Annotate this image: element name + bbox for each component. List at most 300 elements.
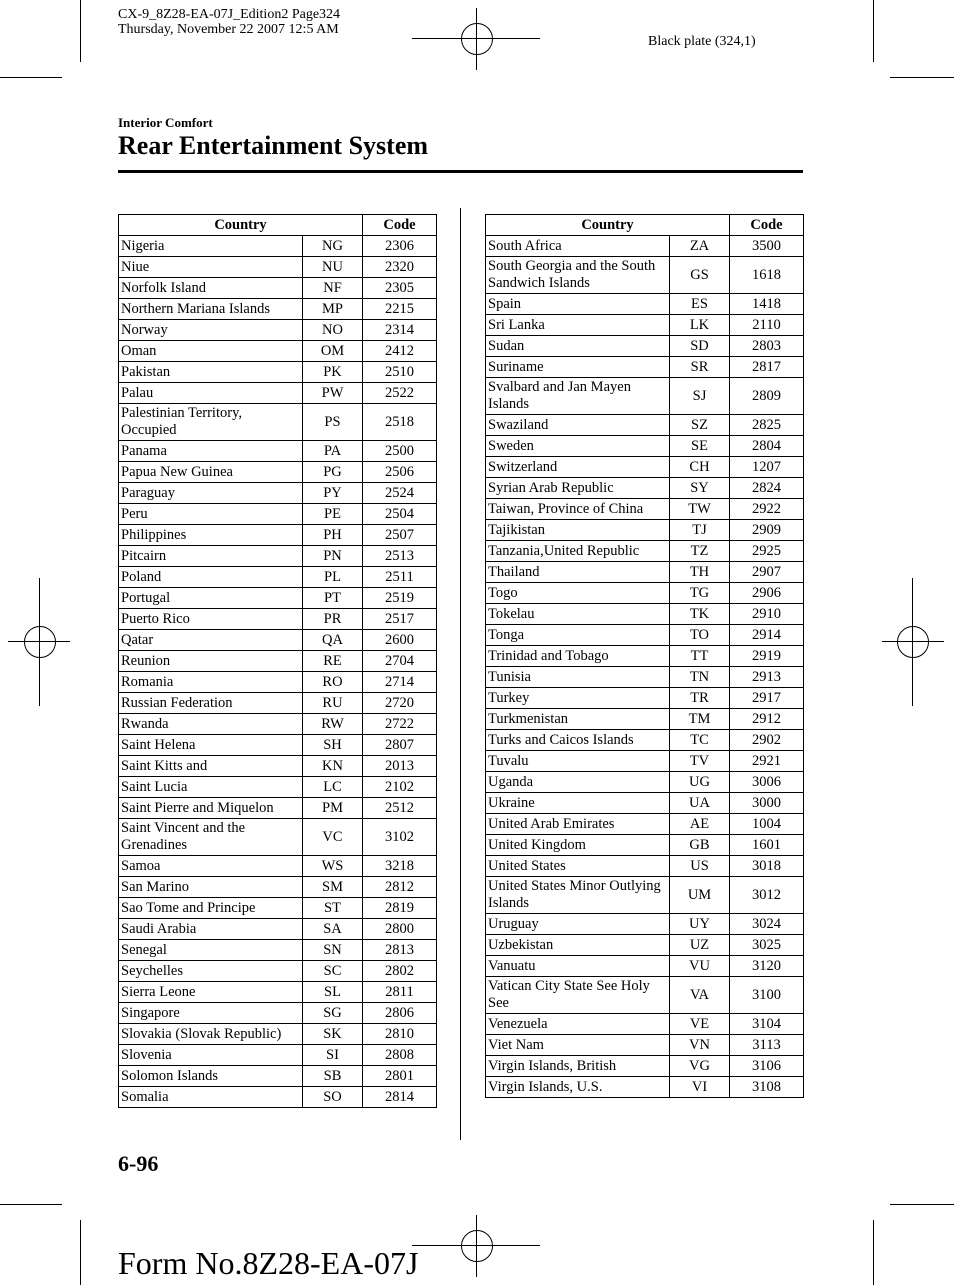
country-cell: Palau — [119, 383, 303, 404]
table-row — [486, 835, 804, 856]
code-cell: 2913 — [730, 667, 804, 688]
table-row — [486, 625, 804, 646]
code-cell: 2812 — [363, 877, 437, 898]
table-row — [486, 541, 804, 562]
country-cell: Reunion — [119, 651, 303, 672]
code-cell: 2600 — [363, 630, 437, 651]
table-row — [486, 646, 804, 667]
table-row — [119, 919, 437, 940]
iso-cell: TV — [670, 751, 730, 772]
iso-cell: UA — [670, 793, 730, 814]
code-cell: 2909 — [730, 520, 804, 541]
country-cell: Samoa — [119, 856, 303, 877]
section-label: Interior Comfort — [118, 115, 213, 130]
country-cell: Turks and Caicos Islands — [486, 730, 670, 751]
country-cell: Singapore — [119, 1003, 303, 1024]
table-row — [119, 609, 437, 630]
country-cell: Saint Helena — [119, 735, 303, 756]
code-cell: 3108 — [730, 1077, 804, 1098]
table-row — [119, 341, 437, 362]
country-cell: United Kingdom — [486, 835, 670, 856]
iso-cell: TT — [670, 646, 730, 667]
country-code-table-right — [485, 214, 804, 1098]
country-cell: San Marino — [119, 877, 303, 898]
iso-cell: AE — [670, 814, 730, 835]
iso-cell: PY — [303, 483, 363, 504]
iso-cell: PN — [303, 546, 363, 567]
table-row — [486, 257, 804, 294]
code-cell: 2825 — [730, 415, 804, 436]
iso-cell: ZA — [670, 236, 730, 257]
table-row — [119, 236, 437, 257]
code-cell: 2803 — [730, 336, 804, 357]
table-row — [119, 777, 437, 798]
table-row — [119, 383, 437, 404]
country-cell: Puerto Rico — [119, 609, 303, 630]
country-cell: Switzerland — [486, 457, 670, 478]
table-row — [119, 567, 437, 588]
code-cell: 2811 — [363, 982, 437, 1003]
iso-cell: SD — [670, 336, 730, 357]
iso-cell: SN — [303, 940, 363, 961]
country-cell: Northern Mariana Islands — [119, 299, 303, 320]
code-cell: 3018 — [730, 856, 804, 877]
table-row — [486, 583, 804, 604]
iso-cell: TR — [670, 688, 730, 709]
iso-cell: RO — [303, 672, 363, 693]
table-row — [486, 856, 804, 877]
country-cell: Tunisia — [486, 667, 670, 688]
country-cell: Peru — [119, 504, 303, 525]
country-cell: Pitcairn — [119, 546, 303, 567]
code-cell: 2519 — [363, 588, 437, 609]
code-cell: 2810 — [363, 1024, 437, 1045]
code-cell: 1618 — [730, 257, 804, 294]
iso-cell: PL — [303, 567, 363, 588]
country-cell: Sao Tome and Principe — [119, 898, 303, 919]
form-number: Form No.8Z28-EA-07J — [118, 1245, 419, 1281]
table-row — [119, 856, 437, 877]
iso-cell: SG — [303, 1003, 363, 1024]
table-row — [119, 798, 437, 819]
code-cell: 2922 — [730, 499, 804, 520]
iso-cell: SM — [303, 877, 363, 898]
plate-label: Black plate (324,1) — [648, 34, 756, 49]
code-cell: 2720 — [363, 693, 437, 714]
table-row — [119, 1045, 437, 1066]
country-header: Country — [119, 215, 363, 236]
title-rule — [118, 170, 803, 173]
iso-cell: TH — [670, 562, 730, 583]
table-row — [119, 462, 437, 483]
code-cell: 2808 — [363, 1045, 437, 1066]
country-cell: Uzbekistan — [486, 935, 670, 956]
code-cell: 2704 — [363, 651, 437, 672]
code-cell: 2513 — [363, 546, 437, 567]
iso-cell: TJ — [670, 520, 730, 541]
country-cell: Swaziland — [486, 415, 670, 436]
country-cell: Romania — [119, 672, 303, 693]
code-cell: 2722 — [363, 714, 437, 735]
iso-cell: UY — [670, 914, 730, 935]
country-cell: Saint Vincent and the Grenadines — [119, 819, 303, 856]
table-row — [486, 499, 804, 520]
code-cell: 2110 — [730, 315, 804, 336]
country-cell: Tajikistan — [486, 520, 670, 541]
table-row — [119, 1087, 437, 1108]
page-title: Rear Entertainment System — [118, 131, 429, 160]
table-row — [119, 546, 437, 567]
iso-cell: NF — [303, 278, 363, 299]
iso-cell: TO — [670, 625, 730, 646]
print-header-line2: Thursday, November 22 2007 12:5 AM — [118, 22, 339, 37]
table-row — [119, 299, 437, 320]
table-row — [486, 236, 804, 257]
code-cell: 2809 — [730, 378, 804, 415]
iso-cell: TC — [670, 730, 730, 751]
code-cell: 2802 — [363, 961, 437, 982]
iso-cell: US — [670, 856, 730, 877]
table-row — [486, 1056, 804, 1077]
code-cell: 2917 — [730, 688, 804, 709]
table-row — [119, 961, 437, 982]
code-cell: 2524 — [363, 483, 437, 504]
iso-cell: SA — [303, 919, 363, 940]
country-cell: Trinidad and Tobago — [486, 646, 670, 667]
country-cell: Niue — [119, 257, 303, 278]
code-cell: 2807 — [363, 735, 437, 756]
code-cell: 1418 — [730, 294, 804, 315]
iso-cell: TN — [670, 667, 730, 688]
iso-cell: SO — [303, 1087, 363, 1108]
code-cell: 2500 — [363, 441, 437, 462]
iso-cell: GB — [670, 835, 730, 856]
table-row — [119, 651, 437, 672]
country-cell: Turkmenistan — [486, 709, 670, 730]
code-cell: 2806 — [363, 1003, 437, 1024]
country-cell: Panama — [119, 441, 303, 462]
code-cell: 2504 — [363, 504, 437, 525]
iso-cell: RE — [303, 651, 363, 672]
table-row — [486, 667, 804, 688]
table-row — [119, 483, 437, 504]
table-row — [486, 436, 804, 457]
country-cell: Saint Kitts and — [119, 756, 303, 777]
code-cell: 2320 — [363, 257, 437, 278]
country-cell: Somalia — [119, 1087, 303, 1108]
country-cell: Viet Nam — [486, 1035, 670, 1056]
iso-cell: MP — [303, 299, 363, 320]
country-cell: Virgin Islands, British — [486, 1056, 670, 1077]
iso-cell: RU — [303, 693, 363, 714]
table-row — [119, 1024, 437, 1045]
iso-cell: SI — [303, 1045, 363, 1066]
iso-cell: SR — [670, 357, 730, 378]
code-cell: 2305 — [363, 278, 437, 299]
iso-cell: SZ — [670, 415, 730, 436]
code-cell: 3104 — [730, 1014, 804, 1035]
iso-cell: NO — [303, 320, 363, 341]
country-cell: Vanuatu — [486, 956, 670, 977]
country-cell: Norway — [119, 320, 303, 341]
country-cell: Sudan — [486, 336, 670, 357]
table-row — [119, 877, 437, 898]
code-cell: 2919 — [730, 646, 804, 667]
country-cell: Oman — [119, 341, 303, 362]
country-cell: Paraguay — [119, 483, 303, 504]
page-number: 6-96 — [118, 1151, 159, 1176]
iso-cell: ES — [670, 294, 730, 315]
code-cell: 2912 — [730, 709, 804, 730]
country-cell: Thailand — [486, 562, 670, 583]
code-cell: 1601 — [730, 835, 804, 856]
country-cell: Solomon Islands — [119, 1066, 303, 1087]
iso-cell: OM — [303, 341, 363, 362]
code-cell: 2314 — [363, 320, 437, 341]
code-cell: 3100 — [730, 977, 804, 1014]
iso-cell: SK — [303, 1024, 363, 1045]
iso-cell: PS — [303, 404, 363, 441]
country-cell: Sweden — [486, 436, 670, 457]
table-row — [486, 1035, 804, 1056]
code-cell: 3500 — [730, 236, 804, 257]
table-row — [486, 478, 804, 499]
iso-cell: KN — [303, 756, 363, 777]
code-cell: 2517 — [363, 609, 437, 630]
table-row — [486, 730, 804, 751]
table-row — [486, 1014, 804, 1035]
country-cell: Tuvalu — [486, 751, 670, 772]
iso-cell: VE — [670, 1014, 730, 1035]
country-cell: Poland — [119, 567, 303, 588]
country-cell: Turkey — [486, 688, 670, 709]
country-code-table-left — [118, 214, 437, 1108]
iso-cell: PT — [303, 588, 363, 609]
table-row — [486, 1077, 804, 1098]
table-row — [486, 977, 804, 1014]
iso-cell: VC — [303, 819, 363, 856]
table-row — [486, 336, 804, 357]
table-row — [119, 504, 437, 525]
table-row — [486, 378, 804, 415]
country-cell: Svalbard and Jan Mayen Islands — [486, 378, 670, 415]
iso-cell: LC — [303, 777, 363, 798]
iso-cell: LK — [670, 315, 730, 336]
code-cell: 2507 — [363, 525, 437, 546]
table-row — [119, 441, 437, 462]
table-row — [486, 772, 804, 793]
table-row — [486, 520, 804, 541]
country-cell: Sierra Leone — [119, 982, 303, 1003]
table-row — [119, 1003, 437, 1024]
table-row — [119, 672, 437, 693]
table-row — [486, 914, 804, 935]
code-cell: 2902 — [730, 730, 804, 751]
code-cell: 2102 — [363, 777, 437, 798]
code-cell: 2013 — [363, 756, 437, 777]
country-cell: South Georgia and the South Sandwich Islands — [486, 257, 670, 294]
iso-cell: NU — [303, 257, 363, 278]
table-row — [119, 756, 437, 777]
table-row — [119, 898, 437, 919]
code-cell: 2714 — [363, 672, 437, 693]
country-cell: Syrian Arab Republic — [486, 478, 670, 499]
code-cell: 3218 — [363, 856, 437, 877]
code-cell: 3120 — [730, 956, 804, 977]
iso-cell: PM — [303, 798, 363, 819]
code-cell: 3102 — [363, 819, 437, 856]
country-cell: Sri Lanka — [486, 315, 670, 336]
country-cell: Russian Federation — [119, 693, 303, 714]
table-row — [486, 415, 804, 436]
code-cell: 3006 — [730, 772, 804, 793]
code-cell: 2510 — [363, 362, 437, 383]
country-cell: Rwanda — [119, 714, 303, 735]
table-row — [119, 525, 437, 546]
code-cell: 2819 — [363, 898, 437, 919]
table-row — [119, 714, 437, 735]
country-cell: Saint Lucia — [119, 777, 303, 798]
iso-cell: PR — [303, 609, 363, 630]
country-cell: Slovakia (Slovak Republic) — [119, 1024, 303, 1045]
table-row — [486, 751, 804, 772]
iso-cell: CH — [670, 457, 730, 478]
code-cell: 2801 — [363, 1066, 437, 1087]
country-cell: Norfolk Island — [119, 278, 303, 299]
country-cell: Saint Pierre and Miquelon — [119, 798, 303, 819]
iso-cell: QA — [303, 630, 363, 651]
table-row — [119, 735, 437, 756]
country-cell: Papua New Guinea — [119, 462, 303, 483]
country-cell: United States — [486, 856, 670, 877]
code-cell: 2512 — [363, 798, 437, 819]
iso-cell: WS — [303, 856, 363, 877]
iso-cell: RW — [303, 714, 363, 735]
iso-cell: TZ — [670, 541, 730, 562]
country-cell: Togo — [486, 583, 670, 604]
code-header: Code — [730, 215, 804, 236]
table-row — [486, 956, 804, 977]
country-cell: Taiwan, Province of China — [486, 499, 670, 520]
country-cell: Slovenia — [119, 1045, 303, 1066]
code-cell: 3024 — [730, 914, 804, 935]
country-cell: Vatican City State See Holy See — [486, 977, 670, 1014]
code-cell: 2506 — [363, 462, 437, 483]
iso-cell: PE — [303, 504, 363, 525]
country-cell: Uganda — [486, 772, 670, 793]
country-cell: Portugal — [119, 588, 303, 609]
country-cell: Qatar — [119, 630, 303, 651]
iso-cell: SH — [303, 735, 363, 756]
iso-cell: VU — [670, 956, 730, 977]
code-cell: 2907 — [730, 562, 804, 583]
country-cell: Seychelles — [119, 961, 303, 982]
code-cell: 2824 — [730, 478, 804, 499]
iso-cell: PK — [303, 362, 363, 383]
table-row — [119, 693, 437, 714]
table-row — [486, 877, 804, 914]
table-row — [119, 278, 437, 299]
iso-cell: VG — [670, 1056, 730, 1077]
code-cell: 2906 — [730, 583, 804, 604]
table-row — [486, 814, 804, 835]
iso-cell: VN — [670, 1035, 730, 1056]
code-cell: 3106 — [730, 1056, 804, 1077]
iso-cell: TK — [670, 604, 730, 625]
code-cell: 2511 — [363, 567, 437, 588]
code-cell: 3000 — [730, 793, 804, 814]
code-cell: 2813 — [363, 940, 437, 961]
code-cell: 2800 — [363, 919, 437, 940]
iso-cell: VI — [670, 1077, 730, 1098]
table-row — [486, 562, 804, 583]
country-cell: South Africa — [486, 236, 670, 257]
table-row — [486, 709, 804, 730]
country-cell: Ukraine — [486, 793, 670, 814]
table-row — [119, 362, 437, 383]
table-row — [486, 793, 804, 814]
iso-cell: TG — [670, 583, 730, 604]
code-cell: 2306 — [363, 236, 437, 257]
code-cell: 2914 — [730, 625, 804, 646]
code-cell: 3025 — [730, 935, 804, 956]
table-row — [119, 257, 437, 278]
country-cell: Tanzania,United Republic — [486, 541, 670, 562]
code-cell: 3012 — [730, 877, 804, 914]
code-cell: 1207 — [730, 457, 804, 478]
iso-cell: VA — [670, 977, 730, 1014]
column-divider — [460, 208, 461, 1140]
country-cell: Philippines — [119, 525, 303, 546]
iso-cell: PW — [303, 383, 363, 404]
country-cell: Saudi Arabia — [119, 919, 303, 940]
iso-cell: GS — [670, 257, 730, 294]
iso-cell: TW — [670, 499, 730, 520]
iso-cell: PH — [303, 525, 363, 546]
iso-cell: PA — [303, 441, 363, 462]
country-cell: Pakistan — [119, 362, 303, 383]
iso-cell: PG — [303, 462, 363, 483]
code-cell: 2522 — [363, 383, 437, 404]
country-cell: Spain — [486, 294, 670, 315]
table-row — [119, 940, 437, 961]
table-row — [119, 982, 437, 1003]
table-row — [486, 935, 804, 956]
iso-cell: SC — [303, 961, 363, 982]
code-cell: 2814 — [363, 1087, 437, 1108]
code-cell: 2910 — [730, 604, 804, 625]
country-cell: Tonga — [486, 625, 670, 646]
table-row — [119, 404, 437, 441]
country-cell: Virgin Islands, U.S. — [486, 1077, 670, 1098]
iso-cell: ST — [303, 898, 363, 919]
iso-cell: UZ — [670, 935, 730, 956]
code-header: Code — [363, 215, 437, 236]
code-cell: 2925 — [730, 541, 804, 562]
table-row — [119, 819, 437, 856]
iso-cell: SB — [303, 1066, 363, 1087]
country-header: Country — [486, 215, 730, 236]
country-cell: Senegal — [119, 940, 303, 961]
country-cell: United Arab Emirates — [486, 814, 670, 835]
iso-cell: SY — [670, 478, 730, 499]
iso-cell: TM — [670, 709, 730, 730]
table-row — [486, 357, 804, 378]
country-cell: United States Minor Outlying Islands — [486, 877, 670, 914]
country-cell: Uruguay — [486, 914, 670, 935]
table-row — [119, 1066, 437, 1087]
code-cell: 1004 — [730, 814, 804, 835]
